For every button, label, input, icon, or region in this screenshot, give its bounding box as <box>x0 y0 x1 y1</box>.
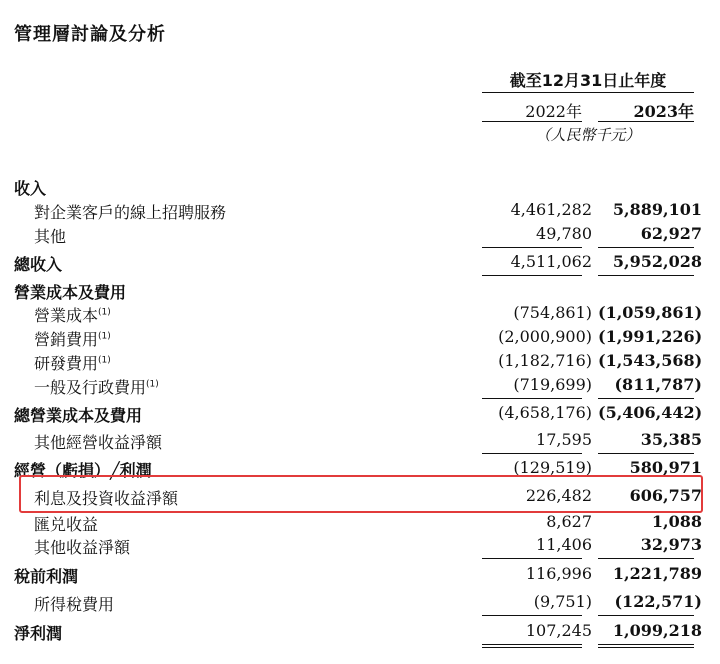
subtotal-rule <box>482 398 582 399</box>
row-label: 其他收益淨額 <box>34 538 131 557</box>
value-2022: 4,511,062 <box>510 252 592 271</box>
value-2022: 116,996 <box>525 564 592 583</box>
value-2022: (4,658,176) <box>498 403 592 422</box>
table-row <box>0 349 720 373</box>
table-row <box>0 250 720 274</box>
value-2022: 49,780 <box>536 224 592 243</box>
table-row <box>0 373 720 397</box>
table-row <box>0 222 720 246</box>
value-2022: (9,751) <box>533 592 592 611</box>
row-label: 對企業客戶的線上招聘服務 <box>34 203 227 222</box>
value-2022: 4,461,282 <box>510 200 592 219</box>
row-label: 研發費用$^{(1)}$ <box>34 354 111 373</box>
year-2023-header: 2023年 <box>633 102 694 121</box>
table-row <box>0 198 720 222</box>
value-2023: 35,385 <box>640 430 702 449</box>
year-2022-rule <box>482 121 582 122</box>
highlight-box <box>19 475 703 513</box>
table-row <box>0 301 720 325</box>
subtotal-rule <box>482 247 582 248</box>
value-2023: (1,543,568) <box>598 351 703 370</box>
period-header: 截至12月31日止年度 <box>509 71 667 90</box>
value-2023: 5,952,028 <box>612 252 702 271</box>
row-label: 利息及投資收益淨額 <box>34 489 179 508</box>
table-row <box>0 325 720 349</box>
table-row <box>0 510 720 534</box>
value-2022: 17,595 <box>536 430 592 449</box>
value-2022: (2,000,900) <box>498 327 592 346</box>
value-2023: 62,927 <box>640 224 702 243</box>
value-2023: (122,571) <box>614 592 702 611</box>
total-double-rule <box>482 644 582 645</box>
table-row <box>0 533 720 557</box>
value-2023: 580,971 <box>629 458 702 477</box>
subtotal-rule <box>598 558 694 559</box>
table-row <box>0 174 720 198</box>
row-label: 營業成本$^{(1)}$ <box>34 306 111 325</box>
subtotal-rule <box>482 453 582 454</box>
subtotal-rule <box>598 398 694 399</box>
row-label: 所得稅費用 <box>34 595 115 614</box>
table-row <box>0 562 720 586</box>
table-row <box>0 428 720 452</box>
table-row <box>0 590 720 614</box>
row-label: 匯兑收益 <box>34 515 99 534</box>
page-title: 管理層討論及分析 <box>14 24 166 45</box>
subtotal-rule <box>482 275 582 276</box>
subtotal-rule <box>598 275 694 276</box>
value-2022: (129,519) <box>513 458 592 477</box>
row-label: 收入 <box>14 179 47 198</box>
row-label: 營業成本及費用 <box>14 283 127 302</box>
value-2022: 11,406 <box>536 535 592 554</box>
value-2023: 606,757 <box>629 486 702 505</box>
value-2023: 32,973 <box>640 535 702 554</box>
value-2023: (811,787) <box>614 375 702 394</box>
subtotal-rule <box>598 247 694 248</box>
value-2022: (754,861) <box>513 303 592 322</box>
value-2023: 1,088 <box>651 512 702 531</box>
row-label: 營銷費用$^{(1)}$ <box>34 330 111 349</box>
subtotal-rule <box>482 558 582 559</box>
total-double-rule <box>598 647 694 648</box>
row-label: 淨利潤 <box>14 624 63 643</box>
value-2022: (719,699) <box>513 375 592 394</box>
value-2023: (1,991,226) <box>598 327 703 346</box>
unit-label: （人民幣千元） <box>535 126 641 144</box>
value-2023: 1,221,789 <box>612 564 702 583</box>
row-label: 總收入 <box>14 255 63 274</box>
row-label: 經營（虧損）╱利潤 <box>14 461 152 480</box>
period-header-rule <box>482 92 694 93</box>
row-label: 總營業成本及費用 <box>14 406 143 425</box>
year-2023-rule <box>598 121 694 122</box>
row-label: 其他經營收益淨額 <box>34 433 163 452</box>
row-label: 稅前利潤 <box>14 567 79 586</box>
value-2022: 107,245 <box>525 621 592 640</box>
total-double-rule <box>598 644 694 645</box>
subtotal-rule <box>482 615 582 616</box>
value-2023: (5,406,442) <box>598 403 703 422</box>
subtotal-rule <box>598 453 694 454</box>
value-2022: 8,627 <box>546 512 592 531</box>
value-2023: 1,099,218 <box>612 621 702 640</box>
table-row <box>0 278 720 302</box>
subtotal-rule <box>598 615 694 616</box>
year-2022-header: 2022年 <box>525 102 582 121</box>
table-row <box>0 401 720 425</box>
row-label: 一般及行政費用$^{(1)}$ <box>34 378 159 397</box>
row-label: 其他 <box>34 227 67 246</box>
table-row <box>0 619 720 643</box>
value-2023: 5,889,101 <box>612 200 702 219</box>
total-double-rule <box>482 647 582 648</box>
value-2023: (1,059,861) <box>598 303 703 322</box>
value-2022: (1,182,716) <box>498 351 592 370</box>
value-2022: 226,482 <box>525 486 592 505</box>
